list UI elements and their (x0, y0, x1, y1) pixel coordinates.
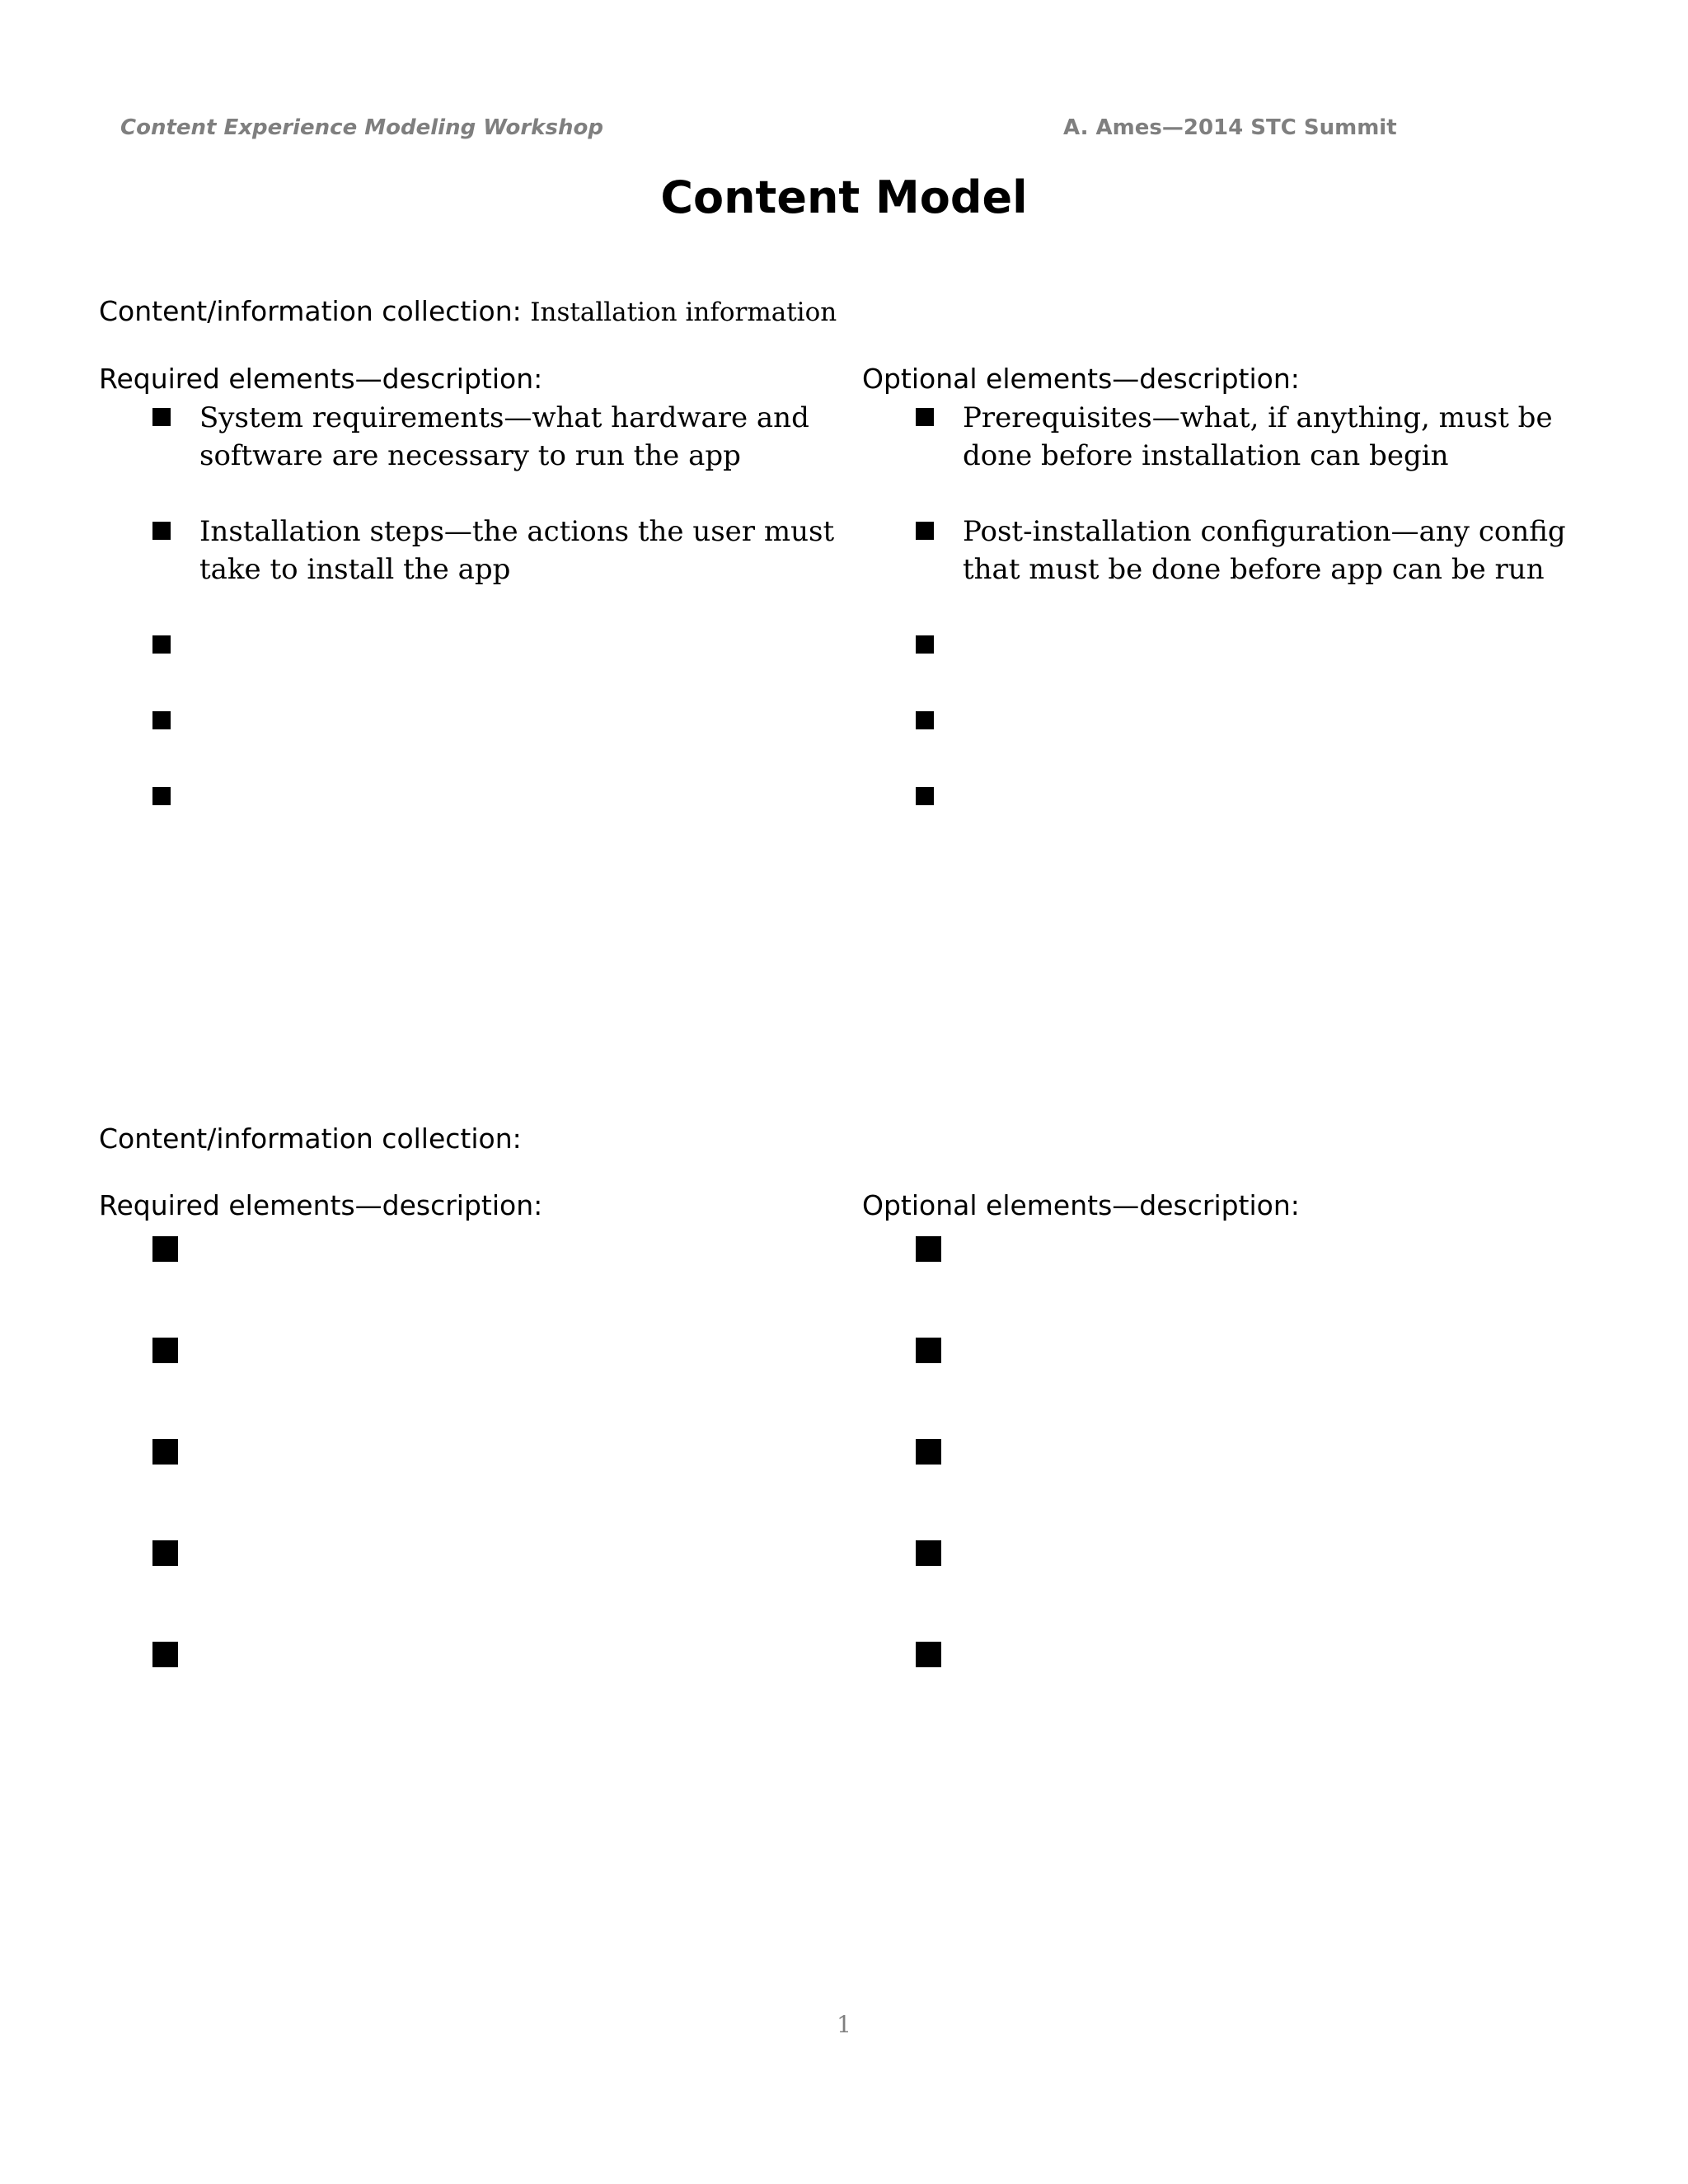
square-bullet-icon (152, 1642, 178, 1667)
optional-heading: Optional elements—description: (862, 363, 1300, 395)
collection-line (99, 295, 837, 327)
square-bullet-icon (916, 1236, 941, 1262)
square-bullet-icon (152, 635, 171, 654)
optional-heading: Optional elements—description: (862, 1189, 1300, 1221)
square-bullet-icon (152, 1540, 178, 1566)
square-bullet-icon (916, 711, 934, 729)
required-list (152, 399, 845, 854)
list-item (152, 1439, 845, 1465)
square-bullet-icon (152, 1439, 178, 1465)
list-item (152, 1540, 845, 1567)
square-bullet-icon (916, 522, 934, 540)
list-item (916, 1642, 1608, 1668)
square-bullet-icon (152, 1338, 178, 1363)
required-heading: Required elements—description: (99, 363, 543, 395)
list-item (916, 1439, 1608, 1465)
list-item (916, 626, 1608, 664)
header-author-event: A. Ames—2014 STC Summit (1063, 115, 1397, 140)
optional-list (916, 399, 1608, 854)
list-item (152, 1236, 845, 1263)
header-workshop-title: Content Experience Modeling Workshop (120, 115, 603, 140)
collection-value: Installation information (530, 298, 837, 327)
list-item (152, 702, 845, 740)
list-item (152, 1338, 845, 1364)
square-bullet-icon (916, 408, 934, 426)
list-item (152, 1642, 845, 1668)
list-item (916, 1338, 1608, 1364)
square-bullet-icon (916, 787, 934, 805)
square-bullet-icon (152, 1236, 178, 1262)
square-bullet-icon (152, 787, 171, 805)
list-item: System requirements—what hardware and software are necessary to run the app (152, 399, 845, 475)
square-bullet-icon (916, 1540, 941, 1566)
list-item: Post-installation configuration—any config that must be done before app can be run (916, 513, 1608, 588)
page-title: Content Model (660, 171, 1028, 223)
required-heading: Required elements—description: (99, 1189, 543, 1221)
collection-label: Content/information collection: (99, 1122, 522, 1155)
square-bullet-icon (152, 408, 171, 426)
square-bullet-icon (916, 635, 934, 654)
list-item: Prerequisites—what, if anything, must be done before installation can begin (916, 399, 1608, 475)
square-bullet-icon (152, 711, 171, 729)
list-item (916, 778, 1608, 816)
list-item (916, 1236, 1608, 1263)
square-bullet-icon (152, 522, 171, 540)
list-item (916, 702, 1608, 740)
list-item: Installation steps—the actions the user must take to install the app (152, 513, 845, 588)
page-number: 1 (837, 2011, 851, 2038)
collection-label: Content/information collection: (99, 295, 522, 327)
collection-line (99, 1122, 522, 1155)
optional-list (916, 1236, 1608, 1743)
required-list (152, 1236, 845, 1743)
list-item (152, 778, 845, 816)
list-item (152, 626, 845, 664)
list-item (916, 1540, 1608, 1567)
square-bullet-icon (916, 1642, 941, 1667)
square-bullet-icon (916, 1338, 941, 1363)
square-bullet-icon (916, 1439, 941, 1465)
